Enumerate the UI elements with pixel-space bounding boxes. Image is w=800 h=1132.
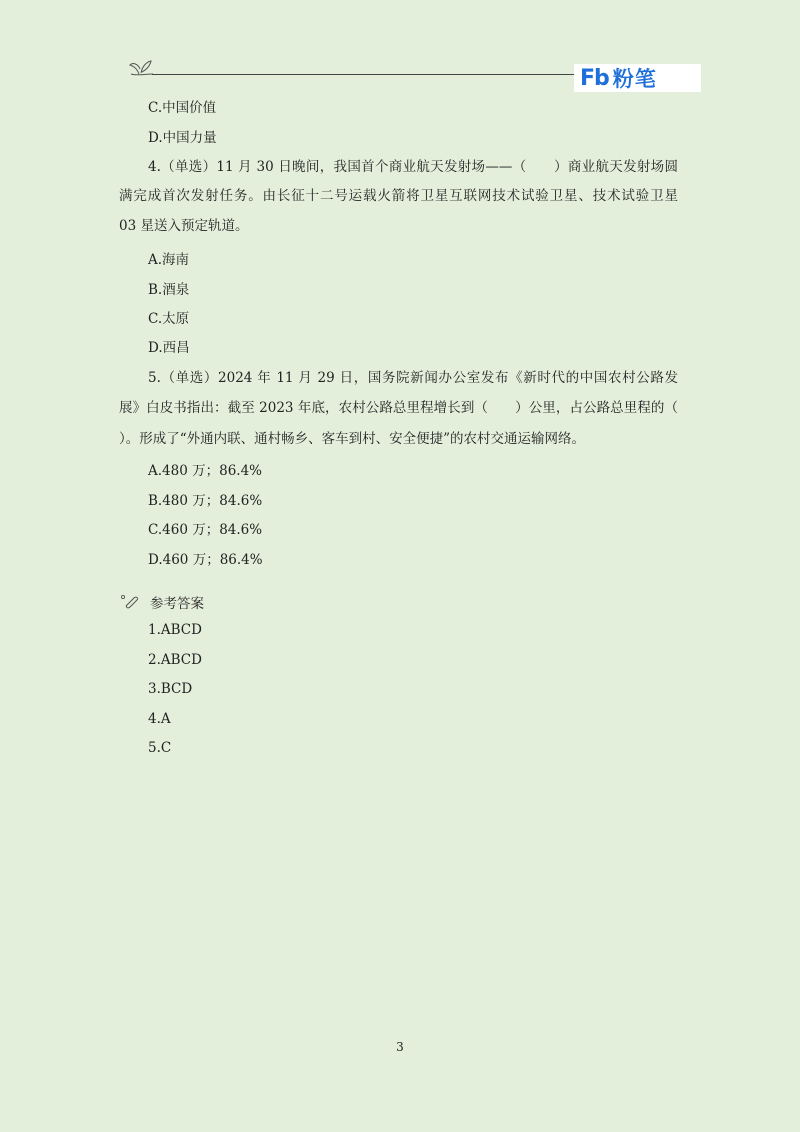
answer-item: 3.BCD [148,681,193,697]
answers-heading-text: 参考答案 [150,596,204,612]
answer-item: 1.ABCD [148,622,202,638]
page-header [0,0,800,100]
paperclip-icon [120,594,142,610]
answer-item: 4.A [148,711,171,727]
q5-option-c: C.460 万；84.6% [148,522,263,538]
q3-option-c: C.中国价值 [148,100,217,116]
q5-stem-line3: ）。形成了“外通内联、通村畅乡、客车到村、安全便捷”的农村交通运输网络。 [119,431,586,447]
answers-heading [120,592,204,612]
q5-option-a: A.480 万；86.4% [148,463,262,479]
q4-stem-line2: 满完成首次发射任务。由长征十二号运载火箭将卫星互联网技术试验卫星、技术试验卫星 [119,188,678,204]
answer-item: 5.C [148,740,172,756]
logo-mark: Fb [580,65,609,91]
q5-stem-line1: 5.（单选）2024 年 11 月 29 日，国务院新闻办公室发布《新时代的中国农村公路发 [148,370,678,386]
q4-stem-line1: 4.（单选）11 月 30 日晚间，我国首个商业航天发射场——（ ）商业航天发射场圆 [148,159,678,175]
fenbi-logo [574,64,701,92]
q5-option-d: D.460 万；86.4% [148,552,263,568]
page-number: 3 [396,1040,404,1054]
header-divider [152,74,577,75]
q5-stem-line2: 展》白皮书指出：截至 2023 年底，农村公路总里程增长到（ ）公里，占公路总里程的（ [119,400,678,416]
q4-option-b: B.酒泉 [148,282,190,298]
q5-option-b: B.480 万；84.6% [148,493,263,509]
sprout-icon [127,56,161,80]
q4-stem-line3: 03 星送入预定轨道。 [119,218,249,234]
q3-option-d: D.中国力量 [148,130,217,146]
q4-option-d: D.西昌 [148,340,190,356]
q4-option-a: A.海南 [148,252,190,268]
answer-item: 2.ABCD [148,652,202,668]
q4-option-c: C.太原 [148,311,190,327]
logo-text: 粉笔 [612,67,657,91]
